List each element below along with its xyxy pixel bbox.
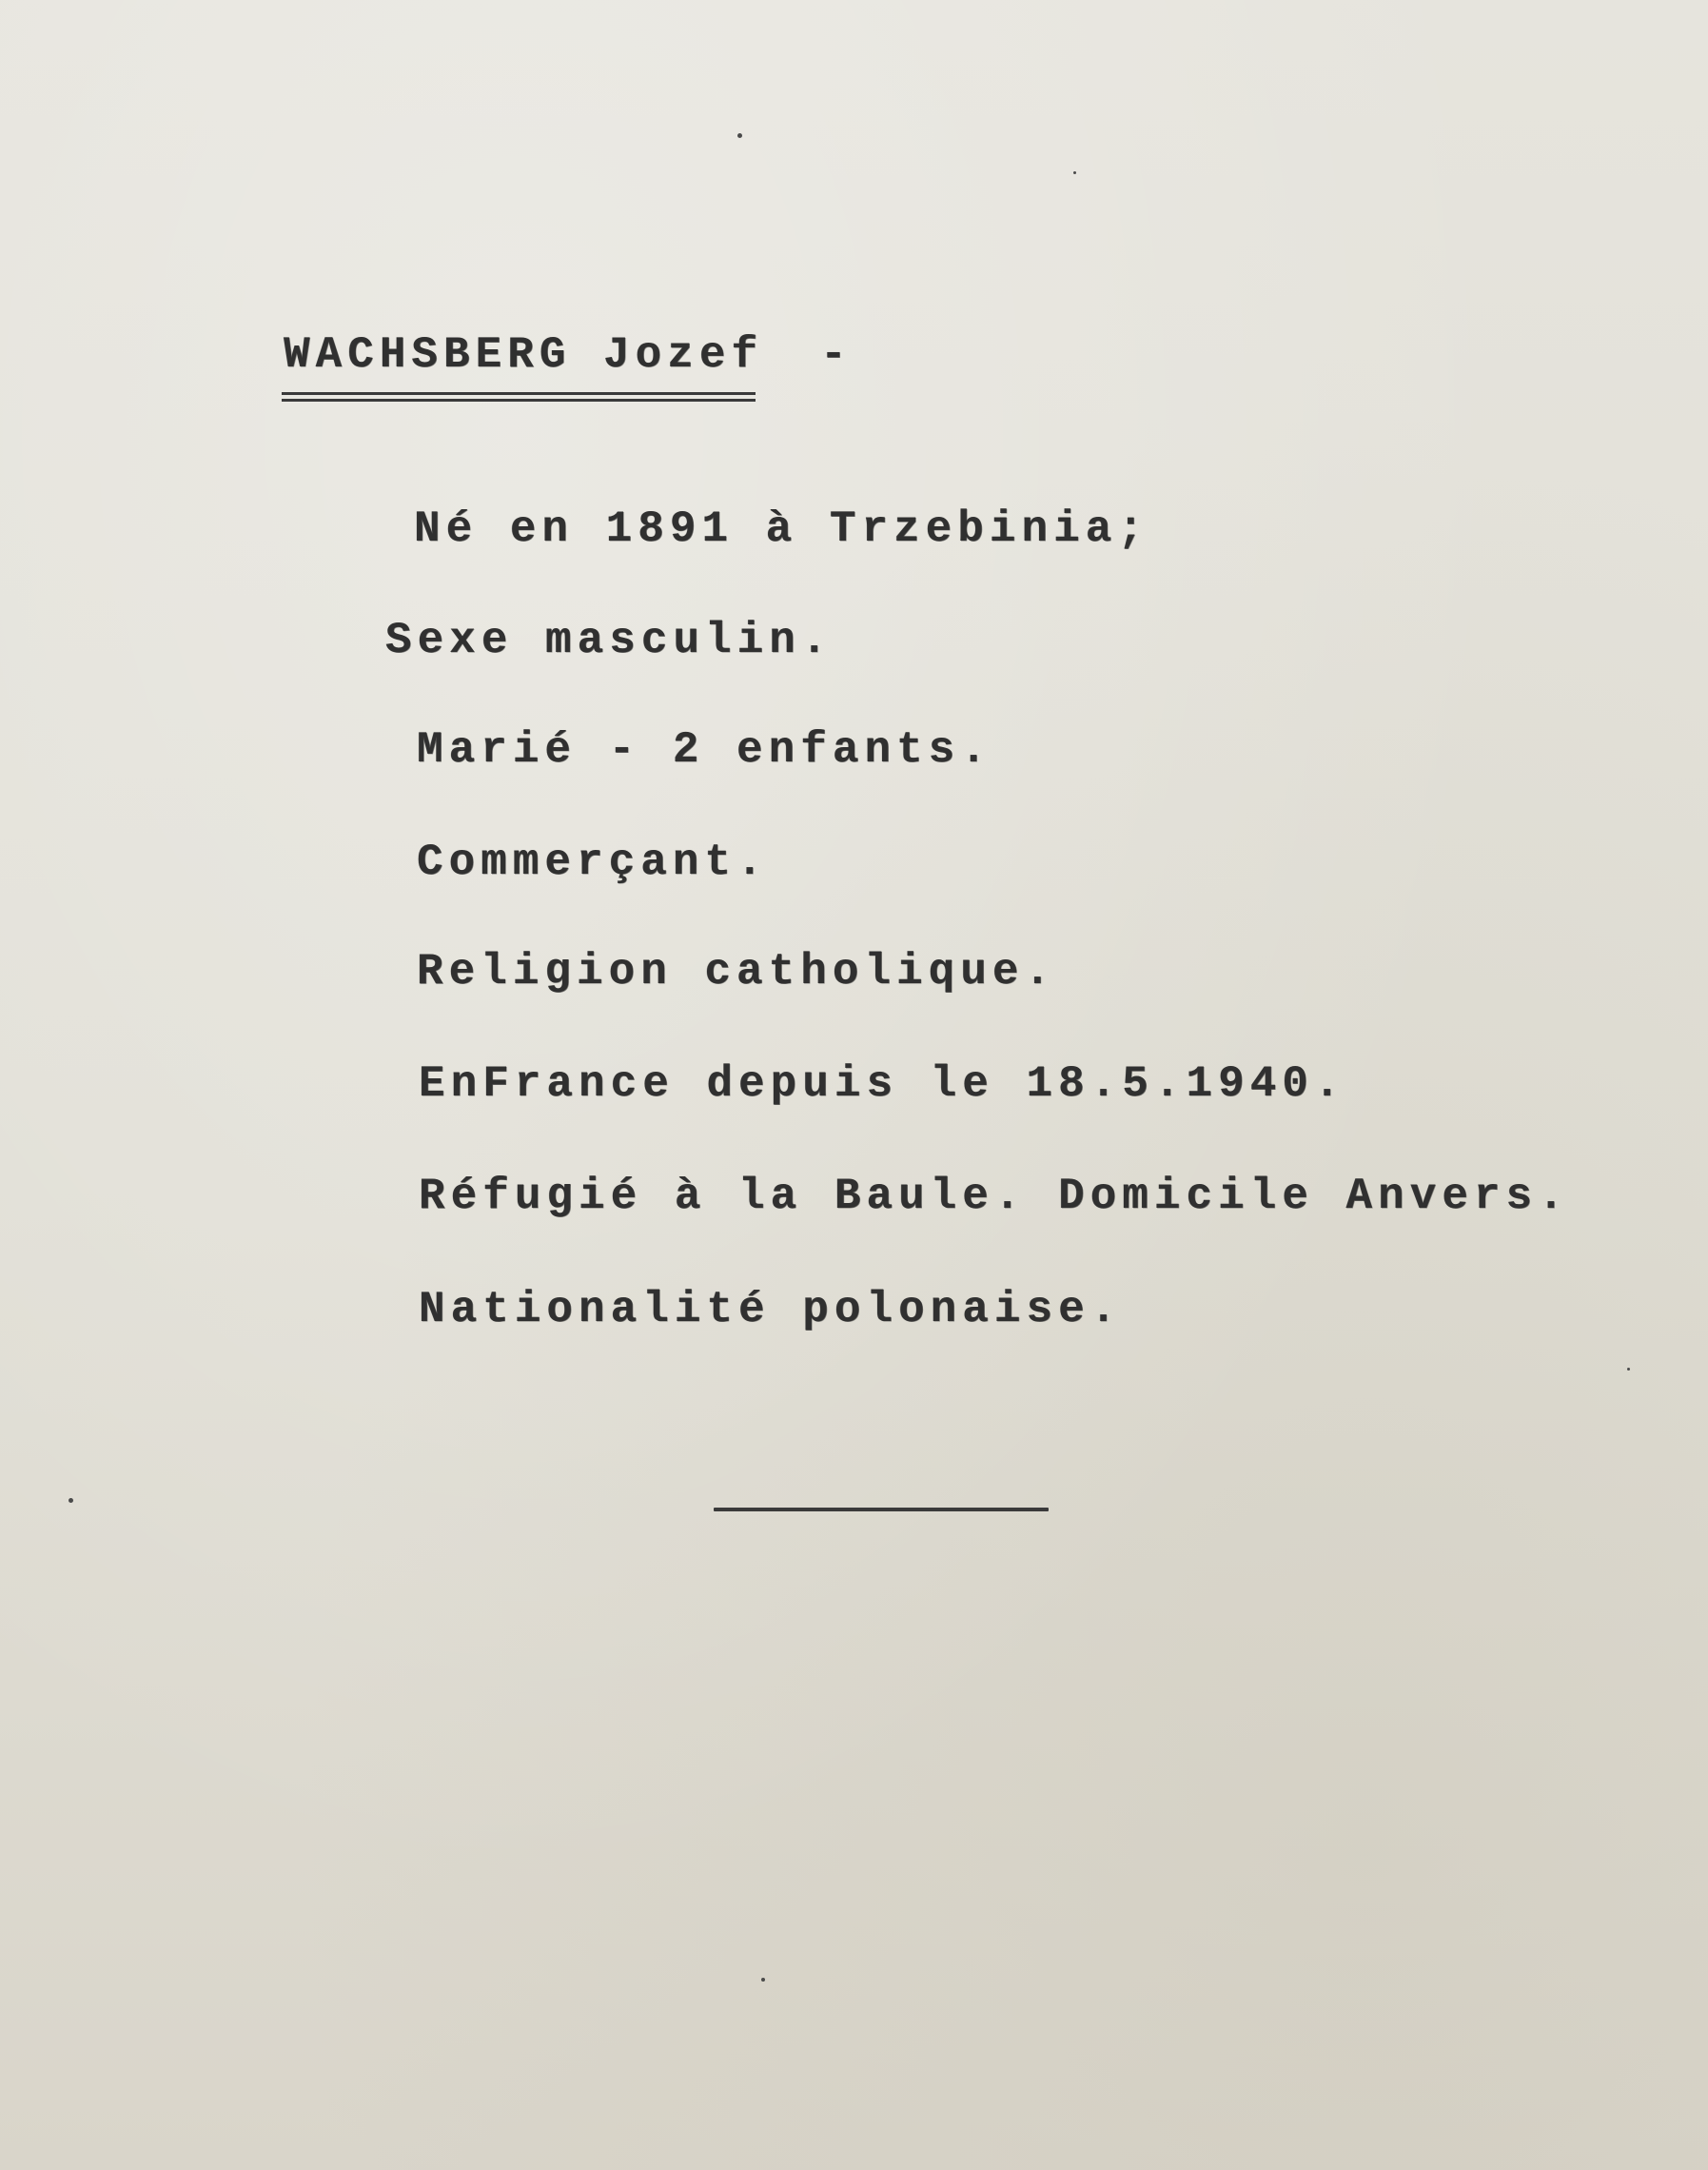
- closing-rule: [714, 1508, 1049, 1511]
- occupation-line: Commerçant.: [417, 838, 769, 887]
- residence-line: Réfugié à la Baule. Domicile Anvers.: [419, 1172, 1570, 1221]
- person-name: WACHSBERG Jozef: [284, 330, 763, 385]
- paper-speck: [69, 1498, 73, 1503]
- religion-line: Religion catholique.: [417, 947, 1057, 996]
- sex-line: Sexe masculin.: [385, 616, 834, 665]
- paper-speck: [1627, 1368, 1630, 1371]
- paper-speck: [737, 133, 742, 138]
- birth-line: Né en 1891 à Trzebinia;: [414, 504, 1149, 554]
- arrival-line: EnFrance depuis le 18.5.1940.: [419, 1059, 1346, 1109]
- paper-speck: [1073, 171, 1076, 174]
- nationality-line: Nationalité polonaise.: [419, 1285, 1123, 1334]
- marital-status-line: Marié - 2 enfants.: [417, 725, 992, 775]
- heading-dash: -: [820, 330, 853, 380]
- paper-speck: [761, 1978, 765, 1982]
- record-heading: [284, 330, 853, 385]
